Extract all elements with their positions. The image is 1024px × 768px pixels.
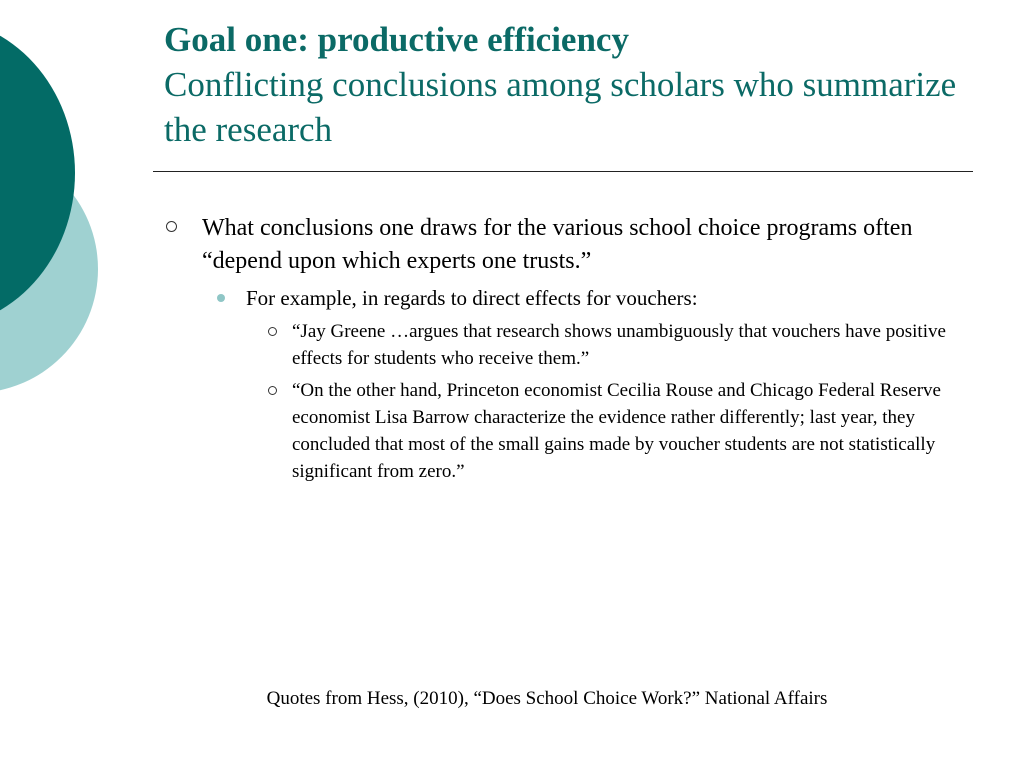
bullet-sub-text: For example, in regards to direct effects for vouchers: — [246, 286, 698, 310]
title-heading: Goal one: productive efficiency — [164, 20, 629, 59]
bullet-sub — [164, 284, 964, 312]
quote-item — [164, 377, 964, 485]
bullet-main-text: What conclusions one draws for the various school choice programs often “depend upon which experts one trusts.” — [202, 215, 913, 274]
quote-text: “Jay Greene …argues that research shows unambiguously that vouchers have positive effects for students who receive them.” — [292, 321, 946, 369]
slide-body — [164, 212, 964, 490]
filled-dot-bullet-icon — [217, 294, 225, 302]
quote-text: “On the other hand, Princeton economist Cecilia Rouse and Chicago Federal Reserve economist Lisa Barrow characterize the evidence rather differently; last year, they concluded that most of the small gains made by voucher students are not statistically significant from zero.” — [292, 380, 941, 482]
title-subheading: Conflicting conclusions among scholars who summarize the research — [164, 65, 957, 149]
hollow-circle-bullet-icon — [268, 327, 277, 336]
hollow-circle-bullet-icon — [268, 386, 277, 395]
hollow-circle-bullet-icon — [166, 221, 177, 232]
citation: Quotes from Hess, (2010), “Does School Choice Work?” National Affairs — [266, 688, 828, 709]
bullet-main — [164, 212, 964, 278]
title-divider — [153, 171, 973, 172]
quote-item — [164, 318, 964, 372]
slide-title — [164, 18, 984, 152]
